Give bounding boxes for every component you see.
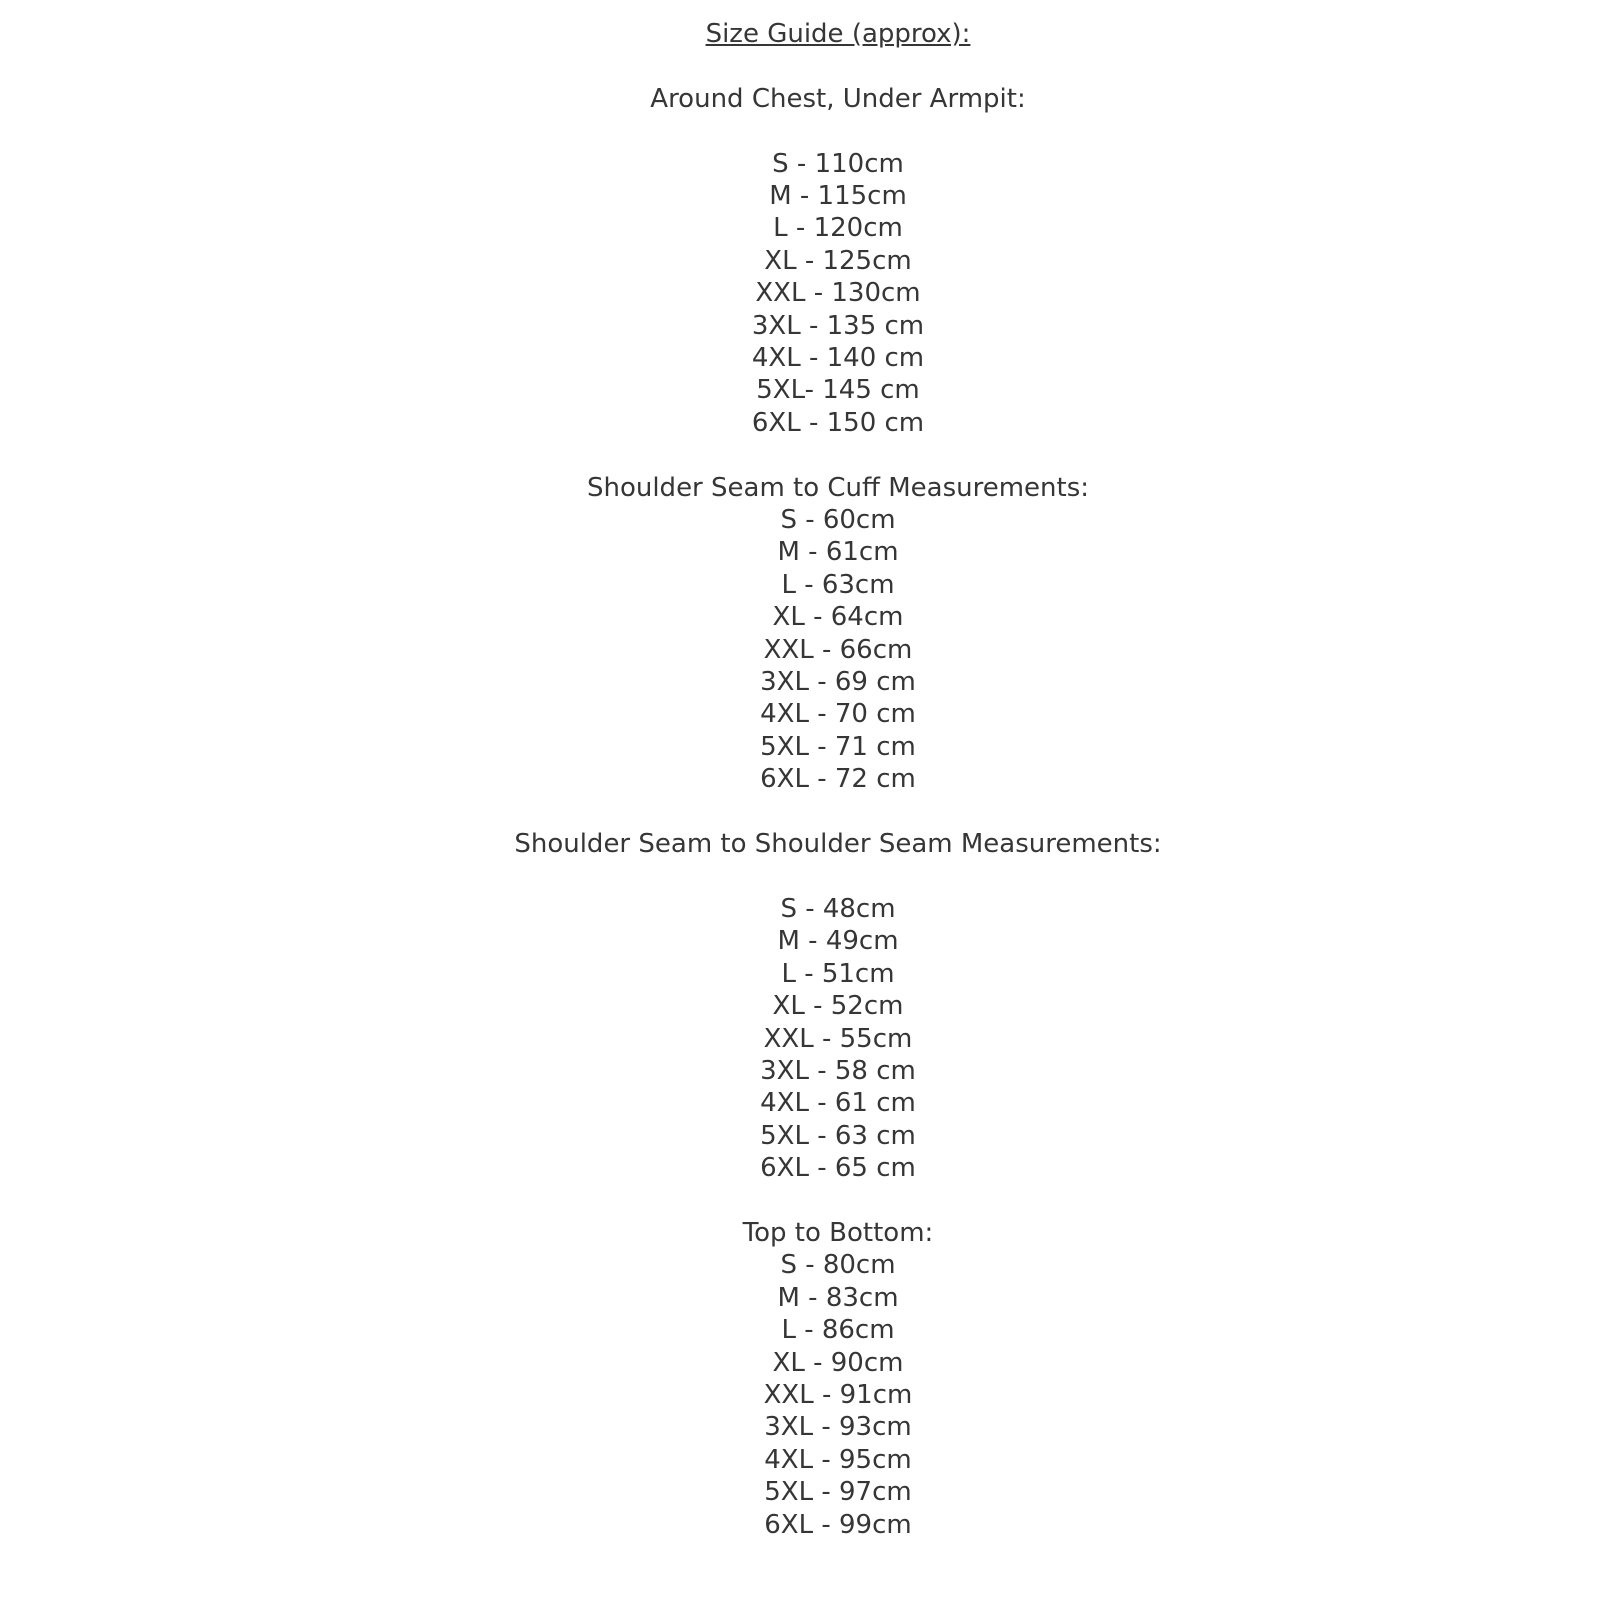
size-line-shoulder-4xl: 4XL - 61 cm [760,1088,916,1119]
size-line-length-3xl: 3XL - 93cm [764,1412,912,1443]
size-line-shoulder-m: M - 49cm [777,926,899,957]
size-line-chest-s: S - 110cm [772,148,904,179]
size-line-length-xxl: XXL - 91cm [763,1379,913,1410]
size-line-cuff-4xl: 4XL - 70 cm [760,699,916,730]
size-line-length-xl: XL - 90cm [772,1347,904,1378]
size-line-length-5xl: 5XL - 97cm [764,1477,912,1508]
size-line-chest-5xl: 5XL- 145 cm [756,375,920,406]
size-line-cuff-m: M - 61cm [777,537,899,568]
size-line-chest-xxl: XXL - 130cm [755,278,921,309]
size-line-chest-4xl: 4XL - 140 cm [751,343,925,374]
size-line-shoulder-xxl: XXL - 55cm [763,1023,913,1054]
section-seam-to-cuff [76,472,1600,796]
size-line-length-4xl: 4XL - 95cm [764,1444,912,1475]
size-line-shoulder-6xl: 6XL - 65 cm [760,1153,916,1184]
size-line-cuff-s: S - 60cm [780,505,896,536]
size-line-length-6xl: 6XL - 99cm [764,1509,912,1540]
size-line-length-l: L - 86cm [781,1315,895,1346]
size-line-cuff-xxl: XXL - 66cm [763,634,913,665]
section-heading-seam-to-seam: Shoulder Seam to Shoulder Seam Measurements: [514,829,1162,860]
size-line-shoulder-l: L - 51cm [781,958,895,989]
size-line-length-m: M - 83cm [777,1282,899,1313]
size-line-cuff-6xl: 6XL - 72 cm [760,764,916,795]
size-line-chest-m: M - 115cm [769,181,907,211]
section-heading-seam-to-cuff: Shoulder Seam to Cuff Measurements: [586,472,1090,503]
section-seam-to-seam [76,828,1600,1184]
size-line-cuff-3xl: 3XL - 69 cm [760,667,916,698]
section-heading-around-chest: Around Chest, Under Armpit: [650,83,1026,114]
size-guide-title: Size Guide (approx): [705,19,971,49]
size-line-chest-6xl: 6XL - 150 cm [751,407,925,438]
size-line-chest-l: L - 120cm [773,213,903,244]
section-top-to-bottom [76,1217,1600,1541]
section-around-chest [76,83,1600,439]
size-line-chest-xl: XL - 125cm [764,245,912,276]
size-line-shoulder-xl: XL - 52cm [772,991,904,1022]
size-line-cuff-5xl: 5XL - 71 cm [760,731,916,762]
size-line-shoulder-3xl: 3XL - 58 cm [760,1055,916,1086]
size-line-cuff-xl: XL - 64cm [772,602,904,633]
size-line-cuff-l: L - 63cm [781,569,895,600]
size-line-shoulder-s: S - 48cm [780,893,896,924]
size-line-chest-3xl: 3XL - 135 cm [751,310,925,341]
section-heading-top-to-bottom: Top to Bottom: [742,1217,934,1248]
size-line-length-s: S - 80cm [780,1250,896,1281]
size-line-shoulder-5xl: 5XL - 63 cm [760,1120,916,1151]
